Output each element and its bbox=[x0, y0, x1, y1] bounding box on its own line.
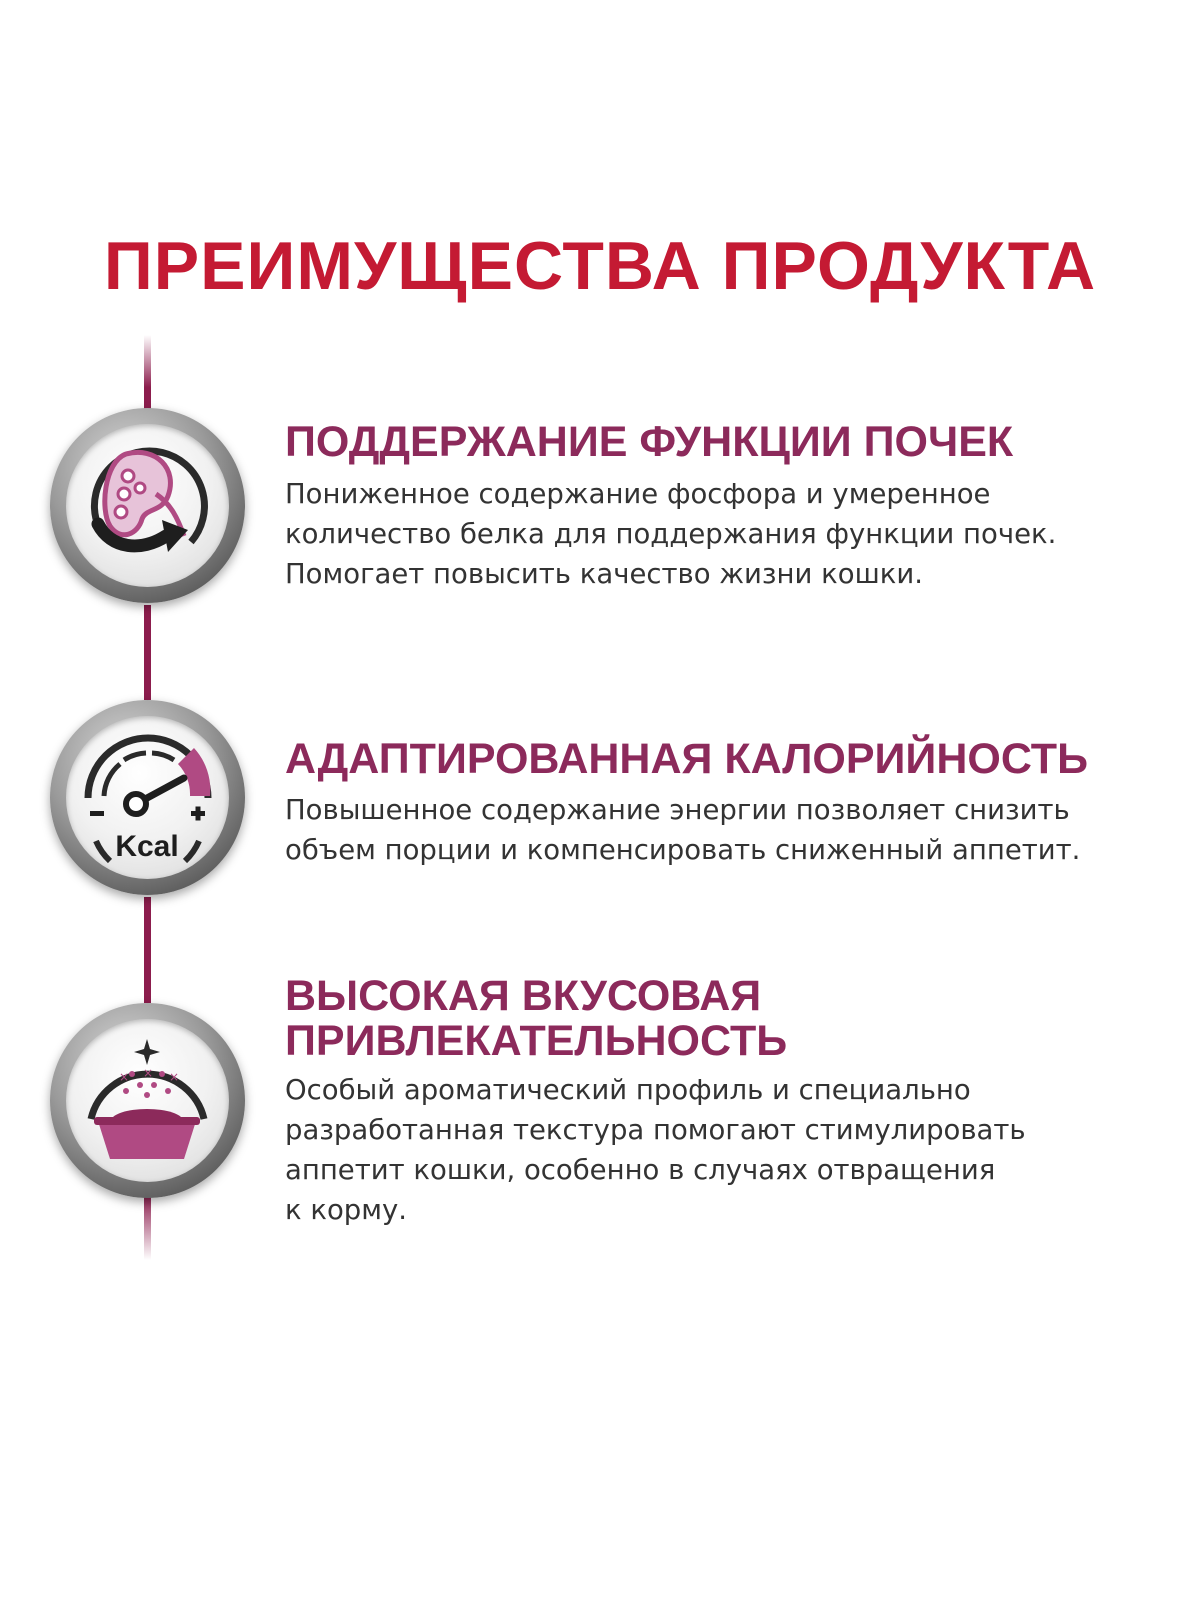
feature-text-calories bbox=[285, 790, 1080, 870]
text-line: к корму. bbox=[285, 1194, 408, 1226]
text-line: объем порции и компенсировать сниженный аппетит. bbox=[285, 834, 1081, 866]
text-line: аппетит кошки, особенно в случаях отвращения bbox=[285, 1154, 996, 1186]
timeline-line bbox=[144, 1195, 151, 1260]
kidney-badge bbox=[50, 408, 245, 603]
text-line: разработанная текстура помогают стимулировать bbox=[285, 1114, 1026, 1146]
heading-line: ПРИВЛЕКАТЕЛЬНОСТЬ bbox=[285, 1017, 788, 1065]
kidney-arrow-icon bbox=[66, 424, 229, 587]
palatability-badge bbox=[50, 1003, 245, 1198]
text-line: Повышенное содержание энергии позволяет снизить bbox=[285, 794, 1070, 826]
text-line: количество белка для поддержания функции почек. bbox=[285, 518, 1057, 550]
page-title: ПРЕИМУЩЕСТВА ПРОДУКТА bbox=[103, 228, 1097, 304]
feature-text-palatability bbox=[285, 1070, 1026, 1230]
svg-text:×: × bbox=[143, 1066, 154, 1080]
food-bowl-aroma-icon bbox=[66, 1019, 229, 1182]
timeline-line bbox=[144, 335, 151, 410]
feature-text-kidney bbox=[285, 474, 1056, 594]
svg-text:×: × bbox=[169, 1070, 180, 1084]
feature-heading-palatability bbox=[285, 974, 787, 1064]
timeline-line bbox=[144, 897, 151, 1003]
kcal-gauge-icon bbox=[66, 716, 229, 879]
kcal-badge bbox=[50, 700, 245, 895]
kcal-label: Kcal bbox=[115, 830, 179, 863]
heading-line: АДАПТИРОВАННАЯ КАЛОРИЙНОСТЬ bbox=[285, 735, 1088, 783]
heading-line: ВЫСОКАЯ ВКУСОВАЯ bbox=[285, 972, 762, 1020]
text-line: Особый ароматический профиль и специально bbox=[285, 1074, 971, 1106]
text-line: Помогает повысить качество жизни кошки. bbox=[285, 558, 923, 590]
text-line: Пониженное содержание фосфора и умеренное bbox=[285, 478, 991, 510]
heading-line: ПОДДЕРЖАНИЕ ФУНКЦИИ ПОЧЕК bbox=[285, 418, 1014, 466]
svg-text:×: × bbox=[119, 1070, 130, 1084]
feature-heading-calories bbox=[285, 737, 1088, 782]
timeline-line bbox=[144, 605, 151, 700]
feature-heading-kidney bbox=[285, 420, 1013, 465]
